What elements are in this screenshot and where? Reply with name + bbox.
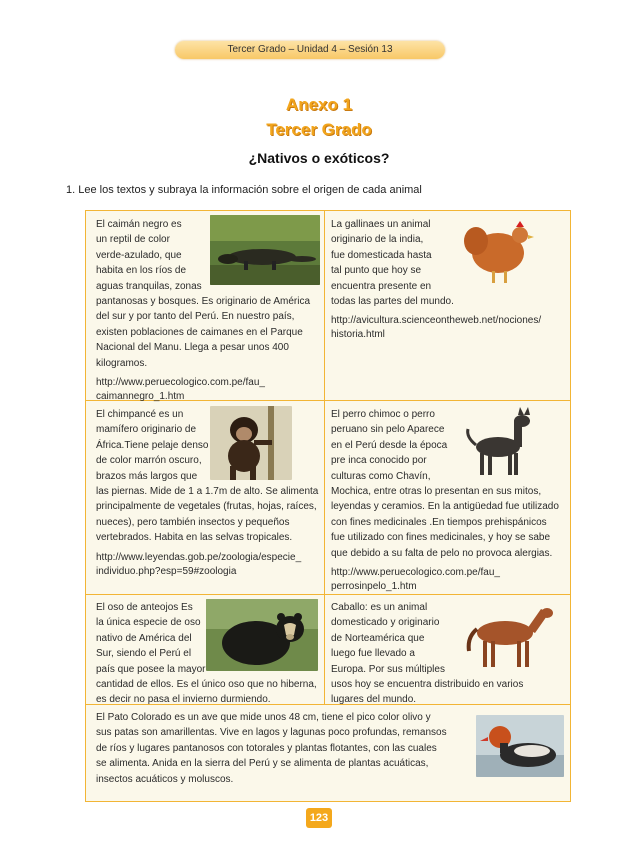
- cell-line: insectos acuáticos y moluscos.: [96, 773, 234, 785]
- url-line[interactable]: caimannegro_1.htm: [96, 391, 185, 403]
- source-url[interactable]: [96, 551, 322, 579]
- content-table: [85, 210, 571, 802]
- url-line[interactable]: perrosinpelo_1.htm: [331, 581, 417, 593]
- url-line[interactable]: historia.html: [331, 329, 385, 341]
- header-band-text: Tercer Grado – Unidad 4 – Sesión 13: [227, 44, 393, 55]
- cell-line: La gallinaes un animal: [331, 219, 431, 230]
- horse-photo-icon: [455, 599, 559, 671]
- cell-line: Nacional del Manu. Llega a pesar unos 400: [96, 342, 289, 354]
- cell-line: sus patas son amarillentas. Vive en lagos y lagunas poco profundas, remansos: [96, 727, 447, 739]
- cell-line: pre inca conocido por: [331, 455, 427, 467]
- cell-line: país que posee la mayor: [96, 663, 206, 675]
- cell-line: tal punto que hoy se: [331, 265, 422, 277]
- cell-line: El Pato Colorado es un ave que mide unos 48 cm, tiene el pico color olivo y: [96, 712, 431, 723]
- cell-line: pantanosas y bosques. Es originario de América: [96, 296, 311, 308]
- cell-line: que debido a su falta de pelo no provoca alergias.: [331, 547, 553, 559]
- cell-line: El caimán negro es: [96, 219, 182, 230]
- cell-line: con fines medicinales .En tiempos prehispánicos: [331, 516, 547, 528]
- cell-line: las piernas. Mide de 1 a 1.7m de alto. Se alimenta: [96, 486, 319, 498]
- cell-line: todas las partes del mundo.: [331, 296, 454, 308]
- cell-line: Sur, siendo el Perú el: [96, 648, 192, 660]
- cell-line: brazos más largos que: [96, 470, 198, 482]
- cell-line: existen poblaciones de caimanes en el Parque: [96, 326, 303, 338]
- source-url[interactable]: [331, 566, 567, 594]
- question-title: ¿Nativos o exóticos?: [248, 150, 390, 166]
- cell-line: culturas como Chavín,: [331, 470, 431, 482]
- black-caiman-photo-icon: [210, 215, 320, 285]
- cell-line: El perro chimoc o perro: [331, 409, 435, 420]
- peruvian-hairless-dog-photo-icon: [458, 407, 542, 479]
- cell-line: nativo de América del: [96, 632, 192, 644]
- column-divider: [324, 211, 325, 704]
- cell-line: es decir no pasa el invierno durmiendo.: [96, 694, 271, 706]
- cell-line: lugares del mundo.: [331, 694, 417, 706]
- cell-line: África.Tiene pelaje denso: [96, 439, 209, 451]
- cell-line: de Norteamérica que: [331, 632, 425, 644]
- cell-line: principalmente de vegetales (frutas, hojas, raíces,: [96, 501, 317, 513]
- grade-title: Tercer Grado: [266, 120, 372, 139]
- url-line[interactable]: http://www.leyendas.gob.pe/zoologia/especie_: [96, 551, 302, 563]
- cell-line: originario de la india,: [331, 234, 424, 246]
- cell-line: vertebrados. Habita en las selvas tropicales.: [96, 532, 293, 544]
- cell-line: domesticado y originario: [331, 617, 440, 629]
- cell-line: aguas tranquilas, zonas: [96, 280, 202, 292]
- chimpanzee-photo-icon: [210, 406, 292, 480]
- cell-line: leyendas y ceramios. En la antigüedad fue utilizado: [331, 501, 559, 513]
- cell-line: de ríos y lugares pantanosos con totorales y plantas flotantes, con las cuales: [96, 742, 437, 754]
- page-number: 123: [306, 808, 332, 828]
- source-url[interactable]: [331, 314, 567, 342]
- cell-line: la única especie de oso: [96, 617, 201, 629]
- cell-line: encuentra presente en: [331, 280, 432, 292]
- cell-line: luego fue llevado a: [331, 648, 415, 660]
- cell-line: se alimenta. Anida en la sierra del Perú y se alimenta de plantas acuáticas,: [96, 758, 429, 770]
- spectacled-bear-photo-icon: [206, 599, 318, 671]
- cell-line: El chimpancé es un: [96, 409, 184, 420]
- cell-line: usos hoy se encuentra distribuido en varios: [331, 679, 524, 691]
- annex-title: Anexo 1: [285, 95, 353, 114]
- cell-line: del sur y por tanto del Perú. En nuestro país,: [96, 311, 295, 323]
- url-line[interactable]: http://avicultura.scienceontheweb.net/nociones/: [331, 315, 542, 327]
- cell-line: de color marrón oscuro,: [96, 455, 202, 467]
- header-band: [175, 41, 445, 59]
- source-url[interactable]: [96, 376, 322, 404]
- cell-line: nueces), pero también insectos y pequeños: [96, 516, 290, 528]
- cell-line: verde-azulado, que: [96, 249, 182, 261]
- cell-line: Caballo: es un animal: [331, 602, 428, 613]
- cell-line: cantidad de ellos. Es el único oso que no hiberna,: [96, 679, 317, 691]
- red-duck-photo-icon: [476, 715, 564, 777]
- cell-line: Mochica, entre otras lo presentan en sus mitos,: [331, 486, 542, 498]
- url-line[interactable]: individuo.php?esp=59#zoologia: [96, 565, 237, 577]
- cell-line: peruano sin pelo Aparece: [331, 424, 445, 436]
- cell-line: kilogramos.: [96, 357, 148, 369]
- cell-line: fue domesticada hasta: [331, 249, 432, 261]
- cell-line: El oso de anteojos Es: [96, 602, 193, 613]
- cell-line: mamífero originario de: [96, 424, 197, 436]
- cell-line: Europa. Por sus múltiples: [331, 663, 445, 675]
- cell-line: habita en los ríos de: [96, 265, 187, 277]
- cell-pato: [96, 710, 476, 787]
- cell-line: un reptil de color: [96, 234, 170, 246]
- hen-photo-icon: [456, 215, 542, 287]
- instruction-text: 1. Lee los textos y subraya la información sobre el origen de cada animal: [66, 184, 422, 196]
- cell-line: fue utilizado con fines medicinales, y hoy se sabe: [331, 532, 551, 544]
- url-line[interactable]: http://www.peruecologico.com.pe/fau_: [331, 567, 500, 579]
- row-divider: [86, 594, 570, 595]
- cell-line: en el Perú desde la época: [331, 439, 448, 451]
- url-line[interactable]: http://www.peruecologico.com.pe/fau_: [96, 377, 265, 389]
